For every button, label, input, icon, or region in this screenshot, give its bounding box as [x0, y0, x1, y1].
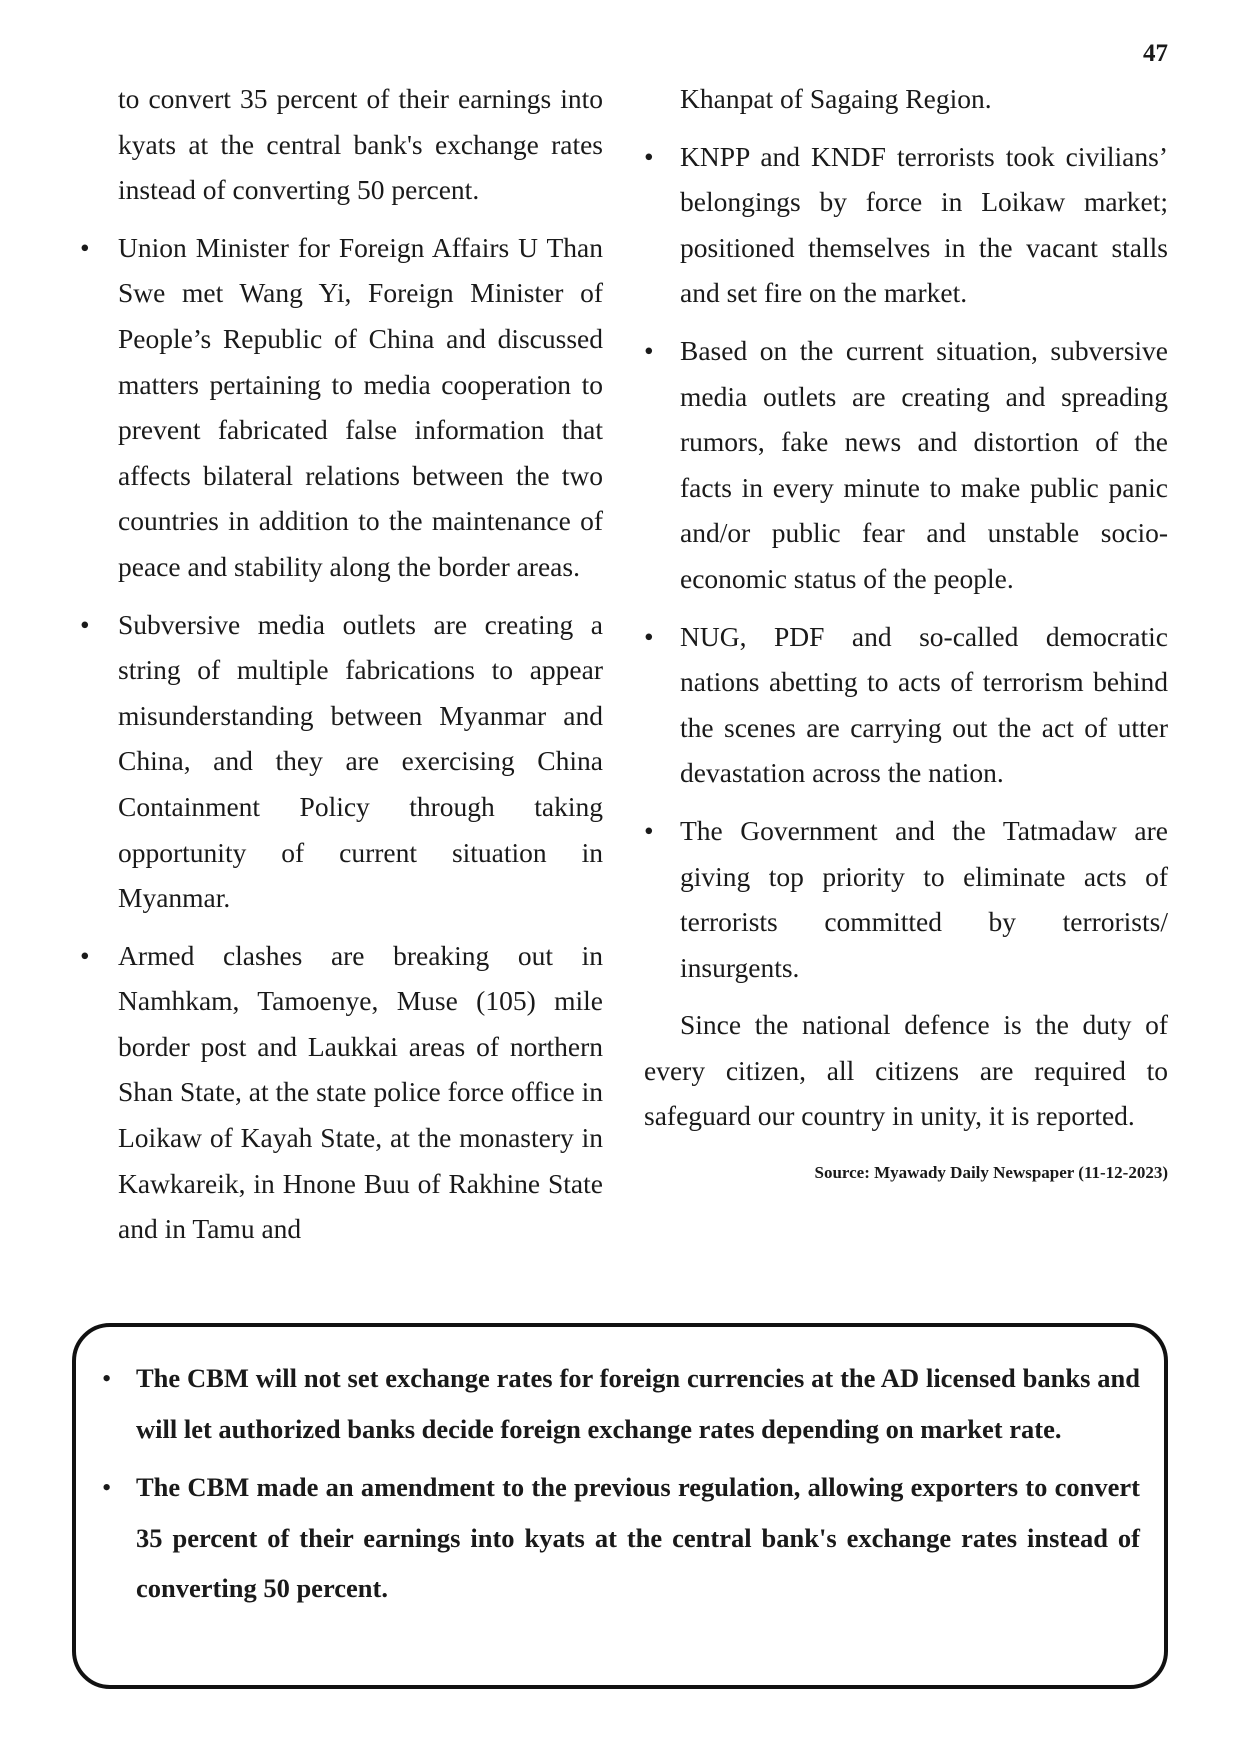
closing-paragraph: Since the national defence is the duty of every citizen, all citizens are required to safeguard our country in unity, it is reported. [644, 1009, 1168, 1132]
left-bullet-list [118, 225, 603, 1252]
bullet-item-media-fabrications: • Subversive media outlets are creating a string of multiple fabrications to appear misunderstanding between Myanmar and China, and they are exercising China Containment Policy through taking opportunity of current situation in Myanmar. [118, 602, 603, 921]
bullet-item-foreign-minister-meeting: • Union Minister for Foreign Affairs U Than Swe met Wang Yi, Foreign Minister of People’s Republic of China and discussed matters pertaining to media cooperation to prevent fabricated false information that affects bilateral relations between the two countries in addition to the maintenance of peace and stability along the border areas. [118, 225, 603, 590]
bullet-item-armed-clashes: • Armed clashes are breaking out in Namhkam, Tamoenye, Muse (105) mile border post and Laukkai areas of northern Shan State, at the state police force office in Loikaw of Kayah State, at the monastery in Kawkareik, in Hnone Buu of Rakhine State and in Tamu and [118, 933, 603, 1252]
summary-item-regulation-amendment: • The CBM made an amendment to the previous regulation, allowing exporters to convert 35 percent of their earnings into kyats at the central bank's exchange rates instead of converting 50 percent. [136, 1462, 1140, 1614]
bullet-item-nug-pdf: • NUG, PDF and so-called democratic nations abetting to acts of terrorism behind the scenes are carrying out the act of utter devastation across the nation. [644, 614, 1168, 796]
summary-box [72, 1323, 1168, 1689]
left-column-lead-text: to convert 35 percent of their earnings into kyats at the central bank's exchange rates instead of converting 50 percent. [118, 83, 603, 206]
right-bullet-list [644, 134, 1168, 991]
page-number: 47 [1143, 40, 1168, 67]
right-column-lead-text: Khanpat of Sagaing Region. [680, 83, 992, 114]
bullet-item-rumors-fake-news: • Based on the current situation, subversive media outlets are creating and spreading rumors, fake news and distortion of the facts in every minute to make public panic and/or public fear and unstable socio-economic status of the people. [644, 328, 1168, 602]
bullet-item-loikaw-market: • KNPP and KNDF terrorists took civilians’ belongings by force in Loikaw market; positioned themselves in the vacant stalls and set fire on the market. [644, 134, 1168, 316]
bullet-item-government-priority: • The Government and the Tatmadaw are giving top priority to eliminate acts of terrorists committed by terrorists/ insurgents. [644, 808, 1168, 990]
left-column [118, 76, 603, 1264]
source-citation: Source: Myawady Daily Newspaper (11-12-2023) [814, 1163, 1168, 1183]
summary-item-exchange-rates: • The CBM will not set exchange rates for foreign currencies at the AD licensed banks and will let authorized banks decide foreign exchange rates depending on market rate. [136, 1353, 1140, 1454]
right-column [644, 76, 1168, 1185]
summary-bullet-list [76, 1327, 1164, 1614]
